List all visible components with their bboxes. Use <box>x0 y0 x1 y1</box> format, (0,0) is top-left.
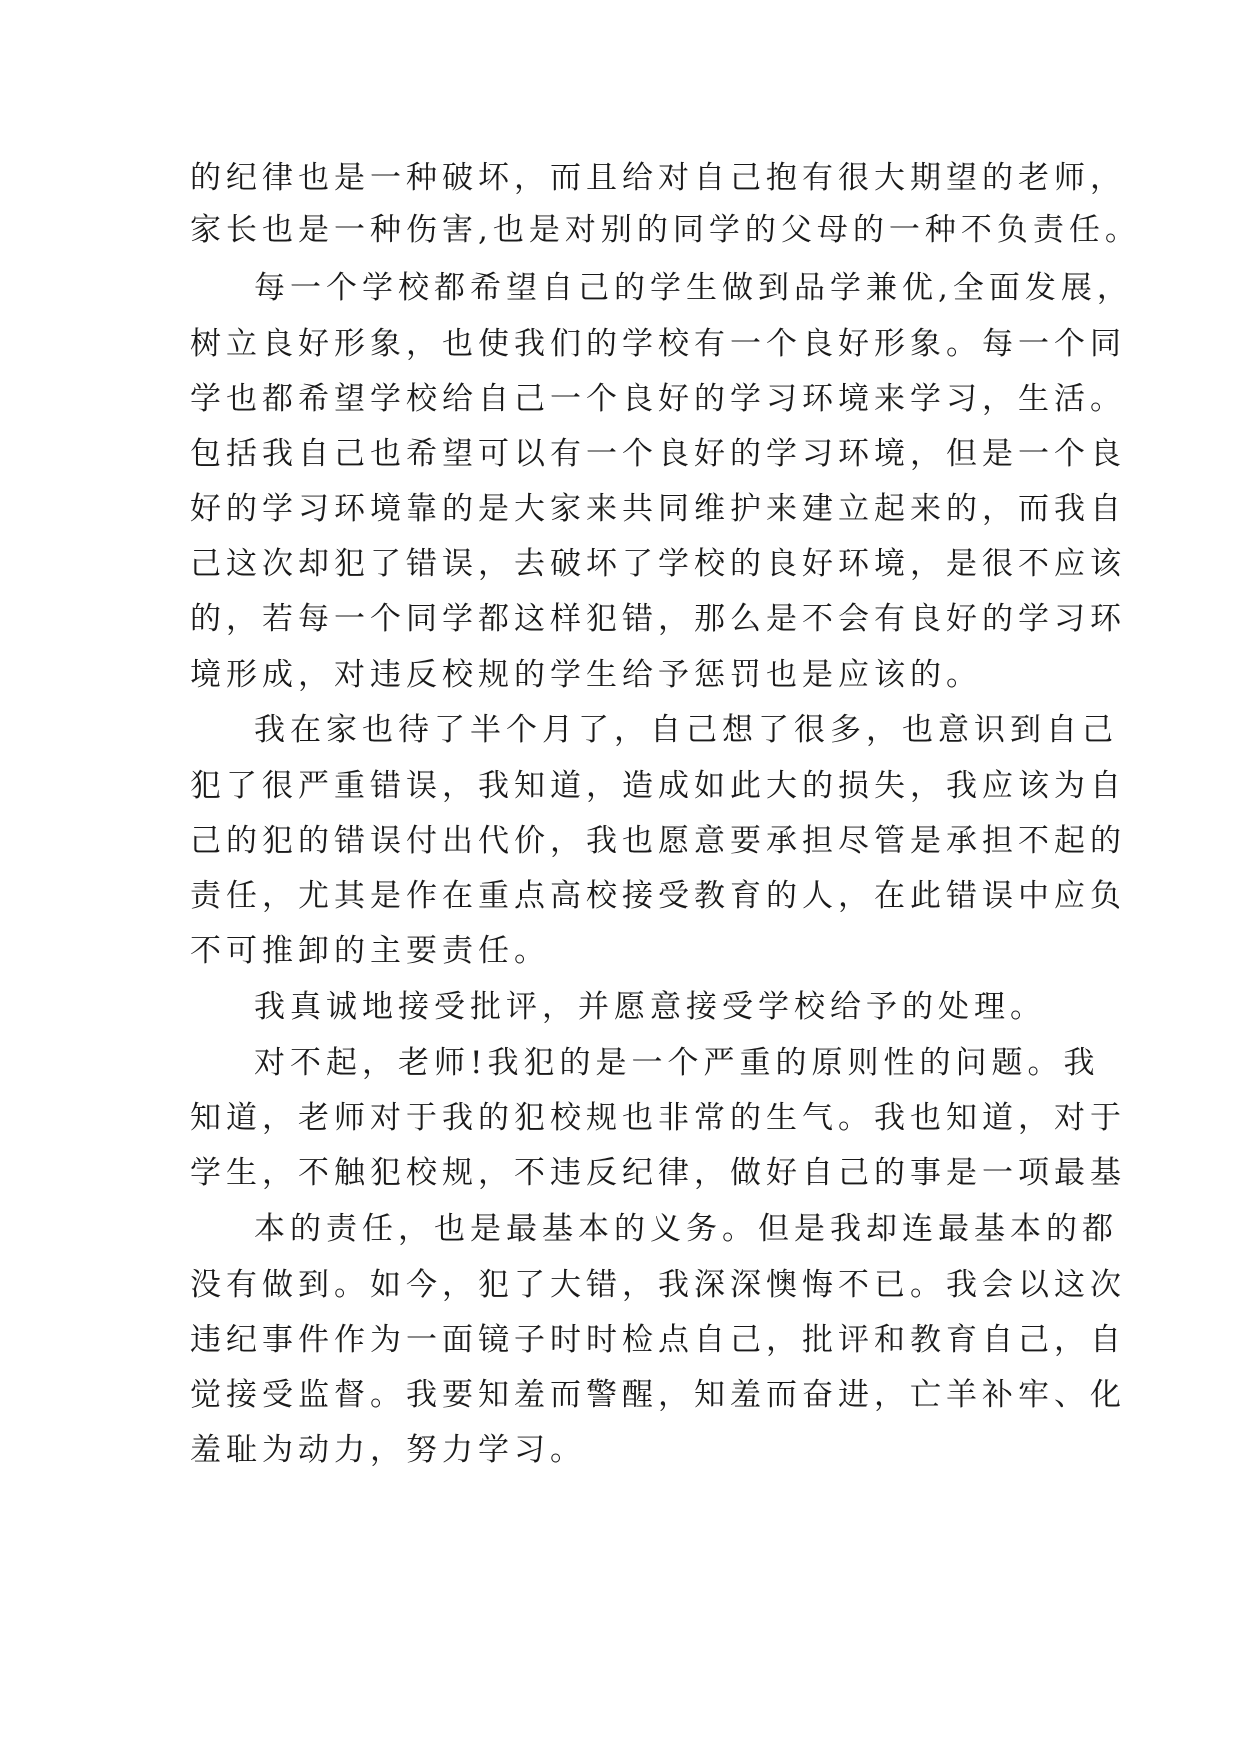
text-line: 己的犯的错误付出代价，我也愿意要承担尽管是承担不起的 <box>190 823 1126 859</box>
text-line: 羞耻为动力，努力学习。 <box>190 1432 586 1468</box>
text-line: 每一个学校都希望自己的学生做到品学兼优,全面发展， <box>254 270 1133 306</box>
text-line: 觉接受监督。我要知羞而警醒，知羞而奋进，亡羊补牢、化 <box>190 1377 1126 1413</box>
text-line: 的纪律也是一种破坏，而且给对自己抱有很大期望的老师， <box>190 160 1126 196</box>
text-line: 学生，不触犯校规，不违反纪律，做好自己的事是一项最基 <box>190 1155 1126 1191</box>
text-line: 犯了很严重错误，我知道，造成如此大的损失，我应该为自 <box>190 768 1126 804</box>
text-line: 责任，尤其是作在重点高校接受教育的人，在此错误中应负 <box>190 878 1126 914</box>
text-line: 违纪事件作为一面镜子时时检点自己，批评和教育自己，自 <box>190 1322 1126 1358</box>
text-line: 对不起，老师!我犯的是一个严重的原则性的问题。我 <box>254 1045 1100 1081</box>
text-line: 知道，老师对于我的犯校规也非常的生气。我也知道，对于 <box>190 1100 1126 1136</box>
text-line: 树立良好形象，也使我们的学校有一个良好形象。每一个同 <box>190 326 1126 362</box>
text-line: 好的学习环境靠的是大家来共同维护来建立起来的，而我自 <box>190 491 1126 527</box>
text-line: 的，若每一个同学都这样犯错，那么是不会有良好的学习环 <box>190 601 1126 637</box>
text-line: 学也都希望学校给自己一个良好的学习环境来学习，生活。 <box>190 381 1126 417</box>
text-line: 没有做到。如今，犯了大错，我深深懊悔不已。我会以这次 <box>190 1267 1126 1303</box>
text-line: 家长也是一种伤害,也是对别的同学的父母的一种不负责任。 <box>190 212 1141 248</box>
text-line: 我在家也待了半个月了，自己想了很多，也意识到自己 <box>254 712 1118 748</box>
text-line: 己这次却犯了错误，去破坏了学校的良好环境，是很不应该 <box>190 546 1126 582</box>
text-line: 不可推卸的主要责任。 <box>190 933 550 969</box>
text-line: 我真诚地接受批评，并愿意接受学校给予的处理。 <box>254 989 1046 1025</box>
text-line: 本的责任，也是最基本的义务。但是我却连最基本的都 <box>254 1211 1118 1247</box>
text-line: 包括我自己也希望可以有一个良好的学习环境，但是一个良 <box>190 436 1126 472</box>
text-line: 境形成，对违反校规的学生给予惩罚也是应该的。 <box>190 657 982 693</box>
